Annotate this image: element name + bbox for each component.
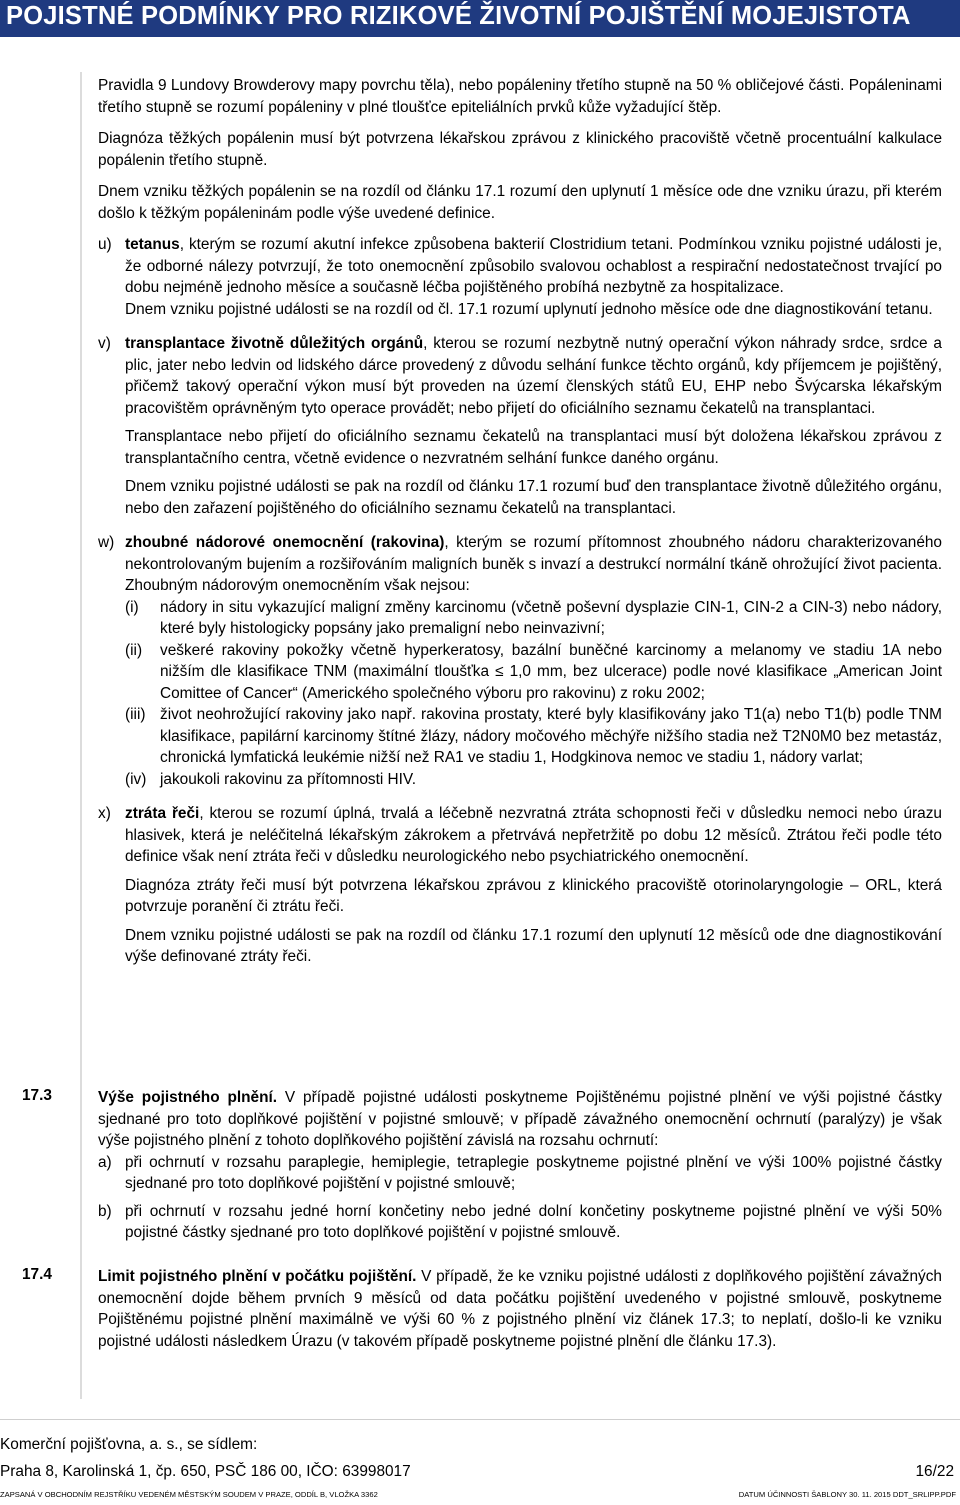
footer-divider bbox=[0, 1419, 960, 1420]
item-letter: w) bbox=[98, 534, 115, 551]
section-intro bbox=[98, 1087, 942, 1152]
definition-term: zhoubné nádorové onemocnění (rakovina) bbox=[125, 534, 445, 551]
definition-onset: Dnem vzniku pojistné události se pak na rozdíl od článku 17.1 rozumí buď den transplantace životně důležitého orgánu, nebo den zařazení pojištěného do oficiálního seznamu čekatelů na transplantaci. bbox=[125, 478, 942, 517]
definition-onset: Dnem vzniku pojistné události se na rozdíl od čl. 17.1 rozumí uplynutí jednoho měsíce ode dne diagnostikování tetanu. bbox=[125, 300, 933, 318]
exclusion-number: (i) bbox=[125, 598, 139, 616]
exclusion-item bbox=[125, 704, 942, 769]
item-letter: u) bbox=[98, 236, 112, 253]
section-number: 17.4 bbox=[22, 1266, 52, 1283]
definitions-body bbox=[98, 75, 942, 968]
exclusion-item bbox=[125, 597, 942, 640]
burns-paragraph-2: Diagnóza těžkých popálenin musí být potvrzena lékařskou zprávou z klinického pracoviště včetně procentuální kalkulace popálenin třetího stupně. bbox=[98, 130, 942, 169]
section-body bbox=[98, 1266, 942, 1352]
exclusion-text: nádory in situ vykazující maligní změny karcinomu (včetně poševní dysplazie CIN-1, CIN-2 a CIN-3) nebo nádory, které byly histologicky popsány jako premaligní nebo neinvazivní; bbox=[160, 598, 942, 637]
exclusion-number: (ii) bbox=[125, 641, 143, 659]
section-number: 17.3 bbox=[22, 1087, 52, 1104]
section-intro bbox=[98, 1266, 942, 1352]
item-text: při ochrnutí v rozsahu jedné horní končetiny nebo jedné dolní končetiny poskytneme pojistné plnění ve výši 50% pojistné částky sjednané pro toto doplňkové pojištění v pojistné smlouvě. bbox=[125, 1202, 942, 1241]
definition-onset: Dnem vzniku pojistné události se pak na rozdíl od článku 17.1 rozumí den uplynutí 12 měsíců ode dne diagnostikování výše definované ztráty řeči. bbox=[125, 926, 942, 965]
footer-company: Komerční pojišťovna, a. s., se sídlem: bbox=[0, 1436, 258, 1453]
item-letter: a) bbox=[98, 1153, 112, 1171]
item-letter: b) bbox=[98, 1202, 112, 1220]
exclusion-item bbox=[125, 640, 942, 705]
document-title: POJISTNÉ PODMÍNKY PRO RIZIKOVÉ ŽIVOTNÍ POJIŠTĚNÍ MOJEJISTOTA bbox=[6, 2, 911, 30]
exclusion-number: (iv) bbox=[125, 770, 147, 788]
section-17-4 bbox=[0, 1266, 944, 1352]
item-letter: x) bbox=[98, 805, 111, 822]
definition-item-x bbox=[98, 803, 942, 968]
definition-evidence: Diagnóza ztráty řeči musí být potvrzena lékařskou zprávou z klinického pracoviště otorinolaryngologie – ORL, která potvrzuje poranění či ztrátu řeči. bbox=[125, 876, 942, 915]
definition-description: , kterým se rozumí akutní infekce způsobena bakterií Clostridium tetani. Podmínkou vzniku pojistné události je, že odborné nálezy potvrzují, že toto onemocnění způsobilo svalovou ochablost a respirační nedostatečnost trvající po dobu nejméně jednoho měsíce a současně léčba pojištěného probíhá nezbytně za hospitalizace. bbox=[125, 236, 942, 296]
definition-text bbox=[125, 803, 942, 868]
exclusion-item bbox=[125, 769, 942, 791]
section-17-3 bbox=[0, 1087, 944, 1244]
footer-registry: ZAPSANÁ V OBCHODNÍM REJSTŘÍKU VEDENÉM MĚSTSKÝM SOUDEM V PRAZE, ODDÍL B, VLOŽKA 3362 bbox=[0, 1490, 378, 1499]
definition-item-w bbox=[98, 532, 942, 790]
definition-description: , kterým se rozumí přítomnost zhoubného nádoru charakterizovaného nekontrolovaným bujením a rozšiřováním maligních buněk s invazí a destrukcí normální tkáně ohrožující život pacienta. Zhoubným nádorovým onemocněním však nejsou: bbox=[125, 534, 942, 594]
item-letter: v) bbox=[98, 335, 111, 352]
definition-term: tetanus bbox=[125, 236, 180, 253]
header-bar bbox=[0, 0, 960, 37]
page-number: 16/22 bbox=[915, 1463, 954, 1480]
section-body bbox=[98, 1087, 942, 1244]
exclusion-text: život neohrožující rakoviny jako např. rakovina prostaty, které byly klasifikovány jako T1(a) nebo T1(b) podle TNM klasifikace, papilární karcinomy štítné žlázy, nádory močového měchýře nižšího stadia než T2N0M0 bez metastáz, chronická lymfatická leukémie nižší než RA1 ve stadiu 1, Hodgkinova nemoc ve stadiu 1, nádory varlat; bbox=[160, 706, 942, 766]
definition-term: transplantace životně důležitých orgánů bbox=[125, 335, 424, 352]
burns-paragraph-3: Dnem vzniku těžkých popálenin se na rozdíl od článku 17.1 rozumí den uplynutí 1 měsíce ode dne vzniku úrazu, při kterém došlo k těžkým popáleninám podle výše uvedené definice. bbox=[98, 183, 942, 222]
exclusion-list bbox=[125, 597, 942, 791]
definition-evidence: Transplantace nebo přijetí do oficiálního seznamu čekatelů na transplantaci musí být doložena lékařskou zprávou z transplantačního centra, včetně evidence o nezvratném selhání funkce daného orgánu. bbox=[125, 428, 942, 467]
definition-text bbox=[125, 532, 942, 597]
footer-address: Praha 8, Karolinská 1, čp. 650, PSČ 186 00, IČO: 63998017 bbox=[0, 1463, 411, 1480]
section-text: V případě, že ke vzniku pojistné události z doplňkového pojištění závažných onemocnění dojde během prvních 9 měsíců od data počátku pojištění uvedeného v pojistné smlouvě, poskytneme Pojištěnému pojistné plnění maximálně ve výši 60 % z pojistného plnění viz článek 17.3; to neplatí, došlo-li ke vzniku pojistné události následkem Úrazu (v takovém případě poskytneme pojistné plnění dle článku 17.3). bbox=[98, 1268, 942, 1350]
exclusion-number: (iii) bbox=[125, 706, 146, 723]
definition-text bbox=[125, 333, 942, 419]
footer-template-date: DATUM ÚČINNOSTI ŠABLONY 30. 11. 2015 DDT_SRLIPP.PDF bbox=[738, 1490, 956, 1499]
section-item-a bbox=[98, 1152, 942, 1195]
definition-term: ztráta řeči bbox=[125, 805, 200, 822]
definition-item-u bbox=[98, 234, 942, 320]
exclusion-text: veškeré rakoviny pokožky včetně hyperkeratosy, bazální buněčné karcinomy a melanomy ve stadiu 1A nebo nižším dle klasifikace TNM (maximální tloušťka ≤ 1,0 mm, bez ulcerace) podle nové klasifikace „American Joint Comittee of Cancer“ (Amerického společného výboru pro rakovinu) z roku 2002; bbox=[160, 641, 942, 702]
definition-description: , kterou se rozumí nezbytně nutný operační výkon náhrady srdce, srdce a plic, jater nebo ledvin od lidského dárce provedený z důvodu selhání funkce těchto orgánů, kdy příjemcem je pojištěný, přičemž takový operační výkon musí být proveden na území členských států EU, EHP nebo Švýcarska lékařským pracovištěm oprávněným tyto operace provádět; nebo přijetí do oficiálního seznamu čekatelů na transplantaci. bbox=[125, 335, 942, 417]
definition-text bbox=[125, 234, 942, 299]
definition-item-v bbox=[98, 333, 942, 519]
section-heading: Výše pojistného plnění. bbox=[98, 1089, 278, 1106]
definition-description: , kterou se rozumí úplná, trvalá a léčebně nezvratná ztráta schopnosti řeči v důsledku nemoci nebo úrazu hlasivek, která je neléčitelná lékařským zákrokem a přetrvává nepřetržitě po dobu 12 měsíců. Ztrátou řeči podle této definice však není ztráta řeči v důsledku neurologického nebo psychiatrického onemocnění. bbox=[125, 805, 942, 865]
section-heading: Limit pojistného plnění v počátku pojištění. bbox=[98, 1268, 417, 1285]
exclusion-text: jakoukoli rakovinu za přítomnosti HIV. bbox=[160, 770, 417, 788]
section-text: V případě pojistné události poskytneme Pojištěnému pojistné plnění ve výši pojistné částky sjednané pro toto doplňkové pojištění v pojistné smlouvě; v případě závažného onemocnění ochrnutí (paralýzy) je však výše pojistného plnění z tohoto doplňkového pojištění závislá na rozsahu ochrnutí: bbox=[98, 1089, 943, 1149]
section-item-b bbox=[98, 1201, 942, 1244]
item-text: při ochrnutí v rozsahu paraplegie, hemiplegie, tetraplegie poskytneme pojistné plnění ve výši 100% pojistné částky sjednané pro toto doplňkové pojištění v pojistné smlouvě; bbox=[125, 1153, 942, 1192]
burns-paragraph-1: Pravidla 9 Lundovy Browderovy mapy povrchu těla), nebo popáleniny třetího stupně na 50 % obličejové části. Popáleninami třetího stupně se rozumí popáleniny v plné tloušťce epiteliálních prvků kůže vyžadující štěp. bbox=[98, 77, 942, 116]
